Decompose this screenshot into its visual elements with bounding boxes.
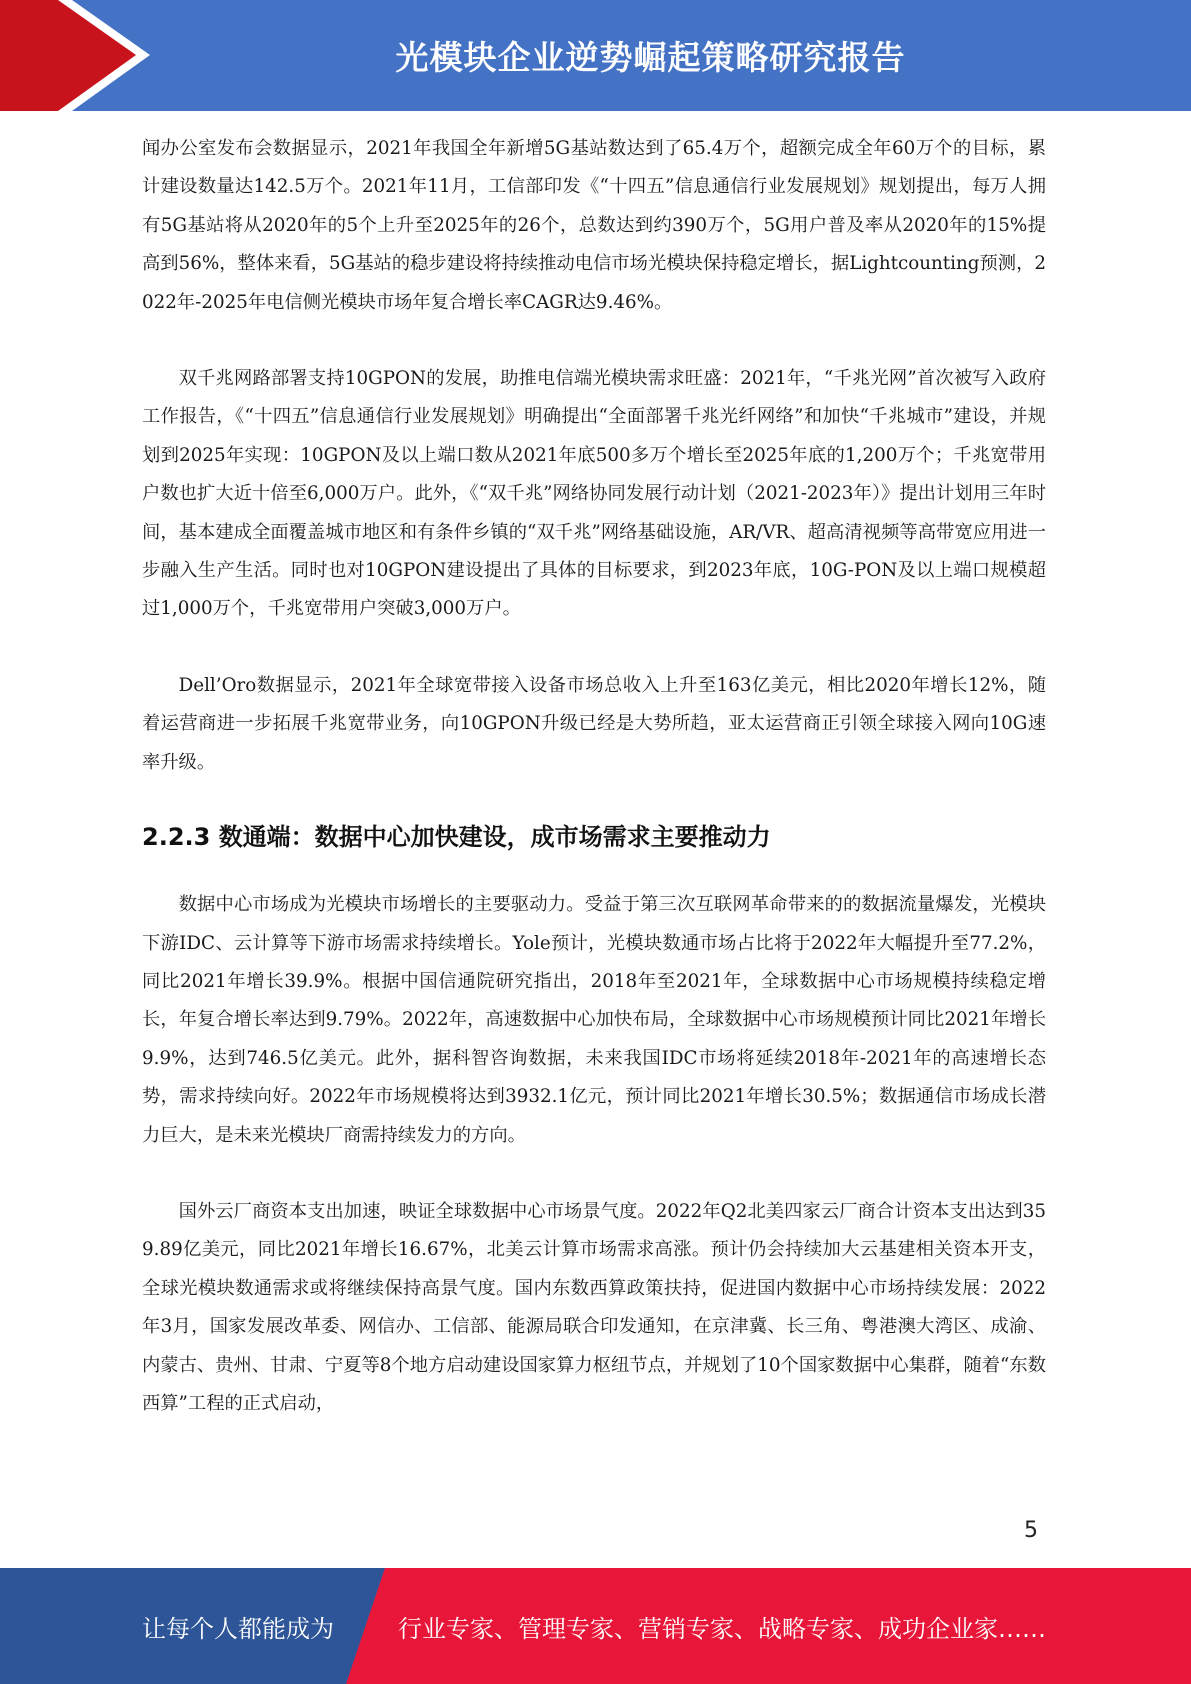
report-title: 光模块企业逆势崛起策略研究报告 xyxy=(395,38,906,77)
paragraph-spacer xyxy=(142,322,1046,360)
report-header-banner xyxy=(0,0,1191,111)
footer-slogan-roles: 行业专家、管理专家、营销专家、战略专家、成功企业家…… xyxy=(398,1614,1046,1643)
paragraph-spacer xyxy=(142,1155,1046,1193)
footer-slogan-lead: 让每个人都能成为 xyxy=(142,1614,334,1643)
paragraph-gigabit-network: 双千兆网路部署支持10GPON的发展，助推电信端光模块需求旺盛：2021年，“千兆光网”首次被写入政府工作报告，《“十四五”信息通信行业发展规划》明确提出“全面部署千兆光纤网络”和加快“千兆城市”建设，并规划到2025年实现：10GPON及以上端口数从2021年底500多万个增长至2025年底的1,200万个；千兆宽带用户数也扩大近十倍至6,000万户。此外，《“双千兆”网络协同发展行动计划（2021-2023年）》提出计划用三年时间，基本建成全面覆盖城市地区和有条件乡镇的“双千兆”网络基础设施，AR/VR、超高清视频等高带宽应用进一步融入生产生活。同时也对10GPON建设提出了具体的目标要求，到2023年底，10G-PON及以上端口规模超过1,000万个，千兆宽带用户突破3,000万户。 xyxy=(142,368,1046,620)
paragraph-delloro-broadband: Dell’Oro数据显示，2021年全球宽带接入设备市场总收入上升至163亿美元，相比2020年增长12%，随着运营商进一步拓展千兆宽带业务，向10GPON升级已经是大势所趋，亚太运营商正引领全球接入网向10G速率升级。 xyxy=(142,674,1046,773)
paragraph-cloud-capex: 国外云厂商资本支出加速，映证全球数据中心市场景气度。2022年Q2北美四家云厂商合计资本支出达到359.89亿美元，同比2021年增长16.67%，北美云计算市场需求高涨。预计仍会持续加大云基建相关资本开支，全球光模块数通需求或将继续保持高景气度。国内东数西算政策扶持，促进国内数据中心市场持续发展：2022年3月，国家发展改革委、网信办、工信部、能源局联合印发通知，在京津冀、长三角、粤港澳大湾区、成渝、内蒙古、贵州、甘肃、宁夏等8个地方启动建设国家算力枢纽节点，并规划了10个国家数据中心集群，随着“东数西算”工程的正式启动， xyxy=(142,1200,1046,1414)
paragraph-data-center-market: 数据中心市场成为光模块市场增长的主要驱动力。受益于第三次互联网革命带来的的数据流量爆发，光模块下游IDC、云计算等下游市场需求持续增长。Yole预计，光模块数通市场占比将于2022年大幅提升至77.2%，同比2021年增长39.9%。根据中国信通院研究指出，2018年至2021年，全球数据中心市场规模持续稳定增长，年复合增长率达到9.79%。2022年，高速数据中心加快布局，全球数据中心市场规模预计同比2021年增长9.9%，达到746.5亿美元。此外，据科智咨询数据，未来我国IDC市场将延续2018年-2021年的高速增长态势，需求持续向好。2022年市场规模将达到3932.1亿元，预计同比2021年增长30.5%；数据通信市场成长潜力巨大，是未来光模块厂商需持续发力的方向。 xyxy=(142,894,1046,1146)
section-heading-2-2-3: 2.2.3 数通端：数据中心加快建设，成市场需求主要推动力 xyxy=(142,823,771,852)
heading-spacer xyxy=(142,782,1046,812)
page-body xyxy=(142,130,1046,1423)
paragraph-5g-base-stations: 闻办公室发布会数据显示，2021年我国全年新增5G基站数达到了65.4万个，超额完成全年60万个的目标，累计建设数量达142.5万个。2021年11月，工信部印发《“十四五”信息通信行业发展规划》规划提出，每万人拥有5G基站将从2020年的5个上升至2025年的26个，总数达到约390万个，5G用户普及率从2020年的15%提高到56%，整体来看，5G基站的稳步建设将持续推动电信市场光模块保持稳定增长，据Lightcounting预测，2022年-2025年电信侧光模块市场年复合增长率CAGR达9.46%。 xyxy=(142,138,1046,313)
heading-spacer xyxy=(142,856,1046,886)
paragraph-spacer xyxy=(142,629,1046,667)
report-footer-banner xyxy=(0,1568,1191,1684)
page-number: 5 xyxy=(1024,1518,1038,1543)
